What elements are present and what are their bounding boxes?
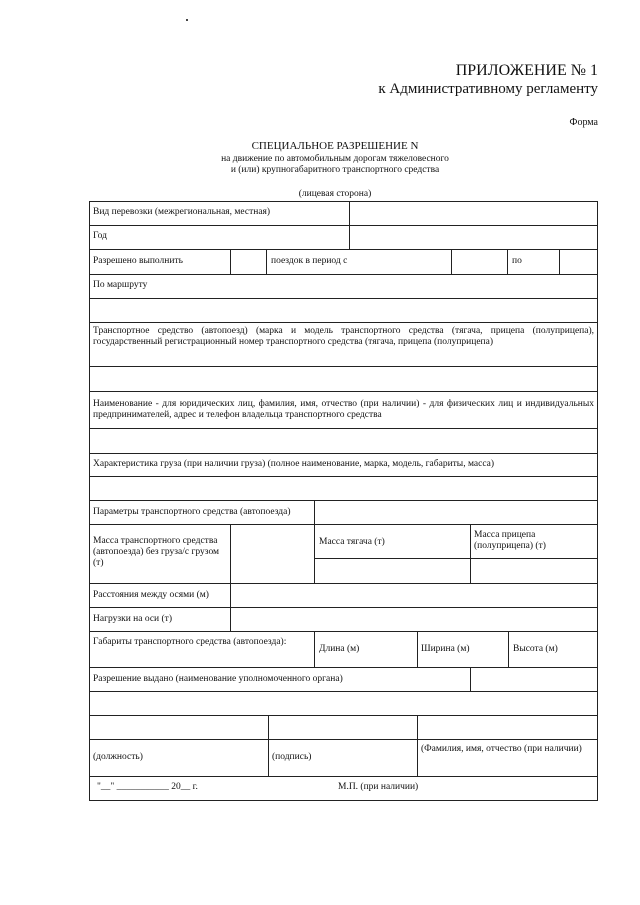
stamp-label: М.П. (при наличии) [338,782,419,792]
route-field[interactable] [90,299,597,322]
appendix-title: ПРИЛОЖЕНИЕ № 1 [455,62,598,79]
vehicle-params-label: Параметры транспортного средства (автопоезда) [93,507,291,517]
issued-by-label: Разрешение выдано (наименование уполномоченного органа) [93,674,343,684]
owner-field[interactable] [90,429,597,453]
height-label: Высота (м) [513,644,558,654]
allowed-label: Разрешено выполнить [93,256,183,266]
position-caption: (должность) [93,752,143,762]
vehicle-label: Транспортное средство (автопоезд) (марка и модель транспортного средства (тягача, прицепа (полуприцепа), государственный регистрационный номер транспортного средства (тягача, прицепа (полуприцепа) [93,326,594,347]
side-label: (лицевая сторона) [298,189,372,199]
tractor-mass-field[interactable] [315,559,470,583]
trailer-mass-label: Масса прицепа (полуприцепа) (т) [474,530,546,551]
year-field[interactable] [350,226,596,249]
signature-field[interactable] [269,716,417,739]
width-label: Ширина (м) [421,644,470,654]
vehicle-mass-field[interactable] [231,525,314,583]
full-name-caption: (Фамилия, имя, отчество (при наличии) [421,744,582,754]
vehicle-field[interactable] [90,367,597,391]
route-label: По маршруту [93,280,148,290]
period-from-field[interactable] [452,250,507,274]
cargo-field[interactable] [90,477,597,500]
period-to-label: по [512,256,522,266]
owner-label: Наименование - для юридических лиц, фамилия, имя, отчество (при наличии) - для физических лиц и индивидуальных предпринимателей, адрес и телефон владельца транспортного средства [93,399,594,420]
document-subtitle-line1: на движение по автомобильным дорогам тяжеловесного [221,154,449,164]
axle-load-field[interactable] [231,608,597,631]
form-label: Форма [569,117,598,128]
regulation-reference: к Административному регламенту [378,81,598,97]
length-label: Длина (м) [319,644,360,654]
axle-distance-field[interactable] [231,584,597,607]
signature-caption: (подпись) [272,752,312,762]
dimensions-label: Габариты транспортного средства (автопоезда): [93,637,287,647]
year-label: Год [93,231,107,241]
position-field[interactable] [90,716,268,739]
vehicle-mass-label: Масса транспортного средства (автопоезда) без груза/с грузом (т) [93,536,220,568]
axle-load-label: Нагрузки на оси (т) [93,614,172,624]
issued-by-field[interactable] [90,692,597,715]
full-name-field[interactable] [418,716,597,739]
trips-period-label: поездок в период с [271,256,348,266]
date-line: "__" ___________ 20__ г. [97,782,198,792]
trips-count-field[interactable] [231,250,266,274]
period-to-field[interactable] [560,250,597,274]
transport-type-label: Вид перевозки (межрегиональная, местная) [93,207,271,217]
transport-type-field[interactable] [350,202,596,225]
trailer-mass-field[interactable] [471,559,597,583]
document-subtitle-line2: и (или) крупногабаритного транспортного средства [230,165,440,175]
cargo-label: Характеристика груза (при наличии груза) (полное наименование, марка, модель, габариты, масса) [93,459,495,469]
tractor-mass-label: Масса тягача (т) [319,537,385,547]
axle-distance-label: Расстояния между осями (м) [93,590,209,600]
document-title: СПЕЦИАЛЬНОЕ РАЗРЕШЕНИЕ N [251,140,419,152]
